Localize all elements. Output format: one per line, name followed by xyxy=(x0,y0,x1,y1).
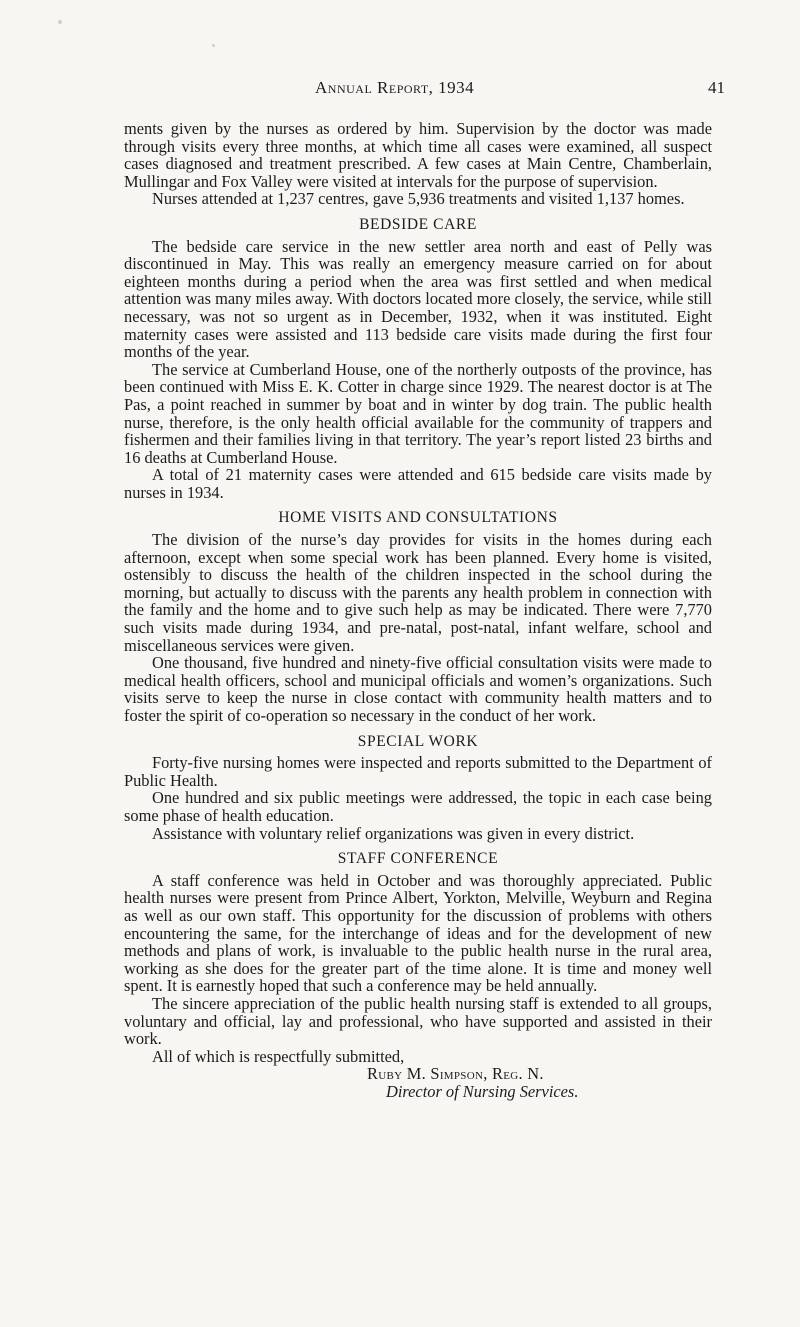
paragraph: The division of the nurse’s day provides for visits in the homes during each afternoon, except when some special work has been planned. Every home is visited, ostensibly to discuss the health of the children inspected in the school during the morning, but actually to discuss with the parents any health problem in connection with the family and the home and to give such help as may be indicated. There were 7,770 such visits made during 1934, and pre-natal, post-natal, infant welfare, school and miscellaneous services were given. xyxy=(124,530,712,655)
signature-name: Ruby M. Simpson, Reg. N. xyxy=(367,1064,544,1084)
paragraph: Forty-five nursing homes were inspected and reports submitted to the Department of Public Health. xyxy=(124,753,712,790)
section-heading: HOME VISITS AND CONSULTATIONS xyxy=(278,509,558,527)
page-number: 41 xyxy=(708,78,725,97)
section-home-visits xyxy=(124,509,712,724)
section-staff-conference xyxy=(124,850,712,1065)
signature-block xyxy=(124,1065,712,1100)
paragraph: The service at Cumberland House, one of the northerly outposts of the province, has been continued with Miss E. K. Cotter in charge since 1929. The nearest doctor is at The Pas, a point reached in summer by boat and in winter by dog train. The public health nurse, therefore, is the only health official available for the community of trappers and fishermen and their families living in that territory. The year’s report listed 23 births and 16 deaths at Cumberland House. xyxy=(124,359,712,467)
section-intro xyxy=(124,120,712,208)
paragraph: The sincere appreciation of the public health nursing staff is extended to all groups, voluntary and official, lay and professional, who have supported and assisted in their work. xyxy=(124,993,712,1049)
paragraph: One thousand, five hundred and ninety-five official consultation visits were made to medical health officers, school and municipal officials and women’s organizations. Such visits serve to keep the nurse in close contact with community health matters and to foster the spirit of co-operation so necessary in the conduct of her work. xyxy=(124,653,712,725)
section-heading: BEDSIDE CARE xyxy=(359,215,477,233)
paragraph: The bedside care service in the new settler area north and east of Pelly was discontinued in May. This was really an emergency measure carried on for about eighteen months during a period when the area was first settled and when medical attention was many miles away. With doctors located more closely, the service, while still necessary, was not so urgent as in December, 1932, when it was instituted. Eight maternity cases were assisted and 113 bedside care visits made during the first four months of the year. xyxy=(124,236,712,362)
section-special-work xyxy=(124,733,712,843)
running-title: Annual Report, 1934 xyxy=(315,78,475,97)
paragraph: Assistance with voluntary relief organizations was given in every district. xyxy=(152,823,635,843)
signature-title: Director of Nursing Services. xyxy=(386,1081,579,1101)
print-speck xyxy=(212,44,215,47)
paragraph: A staff conference was held in October and was thoroughly appreciated. Public health nurses were present from Prince Albert, Yorkton, Melville, Weyburn and Regina as well as our own staff. This opportunity for the discussion of problems with others encountering the same, for the interchange of ideas and for the development of new methods and plans of work, is invaluable to the public health nurse in the rural area, working as she does for the greater part of the time alone. It is time and money well spent. It is earnestly hoped that such a conference may be held annually. xyxy=(124,870,712,996)
paragraph: Nurses attended at 1,237 centres, gave 5,936 treatments and visited 1,137 homes. xyxy=(152,189,685,209)
paragraph: One hundred and six public meetings were addressed, the topic in each case being some phase of health education. xyxy=(124,788,712,825)
print-speck xyxy=(58,20,62,24)
report-body xyxy=(124,120,712,1100)
paragraph: A total of 21 maternity cases were attended and 615 bedside care visits made by nurses in 1934. xyxy=(124,465,712,502)
section-bedside-care xyxy=(124,216,712,502)
section-heading: STAFF CONFERENCE xyxy=(337,850,499,868)
paragraph: ments given by the nurses as ordered by him. Supervision by the doctor was made through visits every three months, at which time all cases were examined, all suspect cases diagnosed and treatment prescribed. A few cases at Main Centre, Chamberlain, Mullingar and Fox Valley were visited at intervals for the purpose of supervision. xyxy=(124,119,712,191)
section-heading: SPECIAL WORK xyxy=(357,732,479,750)
paragraph: All of which is respectfully submitted, xyxy=(152,1046,405,1066)
running-head xyxy=(0,78,800,108)
